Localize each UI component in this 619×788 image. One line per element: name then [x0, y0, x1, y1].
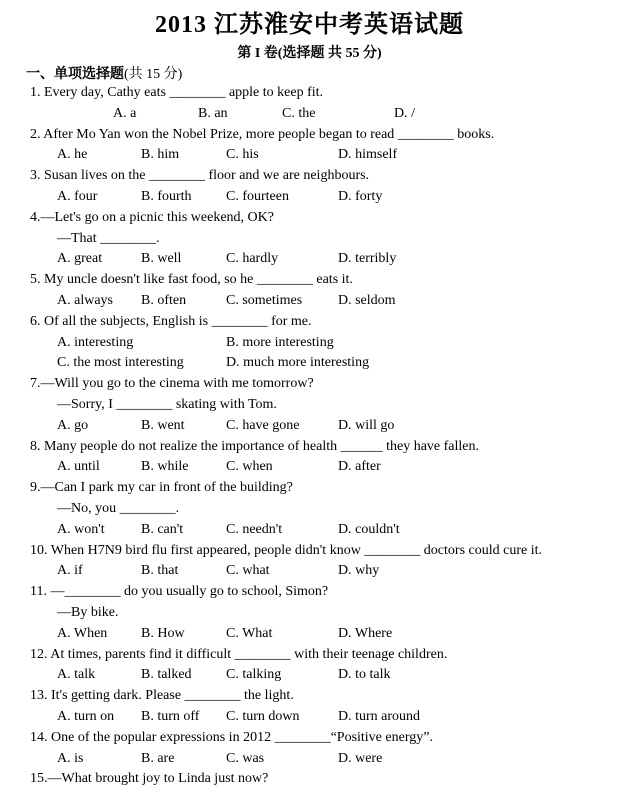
- section-count: (共 15 分): [124, 67, 183, 82]
- question-stem: 1. Every day, Cathy eats ________ apple to keep fit.: [30, 85, 324, 100]
- section-label: 一、单项选择题: [26, 67, 124, 82]
- answer-option: A. a: [113, 105, 137, 121]
- answer-option: B. How: [141, 625, 185, 641]
- answer-option: D. to talk: [338, 667, 391, 683]
- answer-option: C. the most interesting: [57, 355, 184, 371]
- question-stem: 10. When H7N9 bird flu first appeared, people didn't know ________ doctors could cure it.: [30, 542, 542, 558]
- question-dialogue-line: —That ________.: [57, 230, 160, 246]
- answer-option: B. went: [141, 417, 185, 433]
- answer-option: D. were: [338, 750, 383, 766]
- answer-option: A. he: [57, 147, 88, 163]
- answer-option: C. the: [282, 105, 316, 121]
- answer-option: B. him: [141, 147, 180, 163]
- answer-option: C. turn down: [226, 709, 300, 724]
- answer-option: A. talk: [57, 667, 96, 683]
- answer-option: B. more interesting: [226, 334, 334, 350]
- answer-option: D. seldom: [338, 293, 396, 308]
- answer-option: D. turn around: [338, 709, 421, 724]
- answer-option: D. will go: [338, 417, 395, 433]
- answer-option: A. is: [57, 750, 84, 766]
- answer-option: C. sometimes: [226, 293, 303, 308]
- answer-option: A. interesting: [57, 334, 134, 350]
- answer-option: B. well: [141, 251, 182, 267]
- answer-option: D. why: [338, 563, 380, 579]
- answer-option: D. much more interesting: [226, 355, 370, 371]
- question-stem: 3. Susan lives on the ________ floor and we are neighbours.: [30, 168, 370, 184]
- question-stem: 6. Of all the subjects, English is ________ for me.: [30, 313, 312, 329]
- answer-option: C. his: [226, 147, 259, 163]
- answer-option: A. turn on: [57, 709, 115, 724]
- answer-option: D. couldn't: [338, 521, 400, 537]
- answer-option: B. that: [141, 563, 179, 579]
- question-stem: 8. Many people do not realize the importance of health ______ they have fallen.: [30, 438, 480, 454]
- answer-option: A. When: [57, 625, 108, 641]
- question-stem: 12. At times, parents find it difficult ________ with their teenage children.: [30, 646, 448, 662]
- answer-option: D. forty: [338, 189, 383, 204]
- answer-option: A. four: [57, 189, 98, 204]
- answer-option: C. have gone: [226, 417, 300, 433]
- answer-option: B. an: [198, 105, 228, 121]
- answer-option: C. was: [226, 750, 265, 766]
- answer-option: B. are: [141, 750, 175, 766]
- answer-option: D. after: [338, 459, 381, 475]
- answer-option: C. when: [226, 459, 273, 475]
- question-stem: 9.—Can I park my car in front of the building?: [30, 480, 293, 496]
- page-title: 2013 江苏淮安中考英语试题: [155, 12, 464, 38]
- answer-option: B. can't: [141, 521, 184, 537]
- answer-option: C. needn't: [226, 521, 283, 537]
- answer-option: B. while: [141, 459, 189, 475]
- question-dialogue-line: —By bike.: [57, 605, 119, 620]
- question-stem: 5. My uncle doesn't like fast food, so he ________ eats it.: [30, 272, 353, 288]
- question-dialogue-line: —No, you ________.: [57, 501, 180, 516]
- answer-option: A. go: [57, 417, 89, 433]
- question-stem: 13. It's getting dark. Please ________ the light.: [30, 688, 294, 704]
- answer-option: C. talking: [226, 667, 282, 683]
- part-heading: 第 I 卷(选择题 共 55 分): [237, 46, 382, 61]
- answer-option: C. fourteen: [226, 189, 289, 204]
- answer-option: D. Where: [338, 625, 393, 641]
- answer-option: D. terribly: [338, 251, 397, 267]
- answer-option: D. himself: [338, 147, 398, 163]
- section-heading: [26, 63, 182, 83]
- answer-option: C. What: [226, 625, 273, 641]
- question-stem: 7.—Will you go to the cinema with me tomorrow?: [30, 376, 314, 392]
- answer-option: A. great: [57, 251, 103, 267]
- answer-option: C. hardly: [226, 251, 279, 267]
- answer-option: B. fourth: [141, 189, 192, 204]
- answer-option: C. what: [226, 563, 270, 579]
- answer-option: A. until: [57, 459, 100, 475]
- question-stem: 14. One of the popular expressions in 2012 ________“Positive energy”.: [30, 729, 433, 745]
- question-stem: 11. —________ do you usually go to school, Simon?: [30, 584, 329, 600]
- question-stem: 4.—Let's go on a picnic this weekend, OK?: [30, 209, 274, 225]
- question-stem: 2. After Mo Yan won the Nobel Prize, more people began to read ________ books.: [30, 126, 495, 142]
- answer-option: B. often: [141, 293, 187, 308]
- answer-option: B. turn off: [141, 709, 200, 724]
- answer-option: B. talked: [141, 667, 192, 683]
- question-stem: 15.—What brought joy to Linda just now?: [30, 771, 269, 787]
- answer-option: A. if: [57, 563, 83, 579]
- answer-option: A. always: [57, 293, 113, 308]
- question-dialogue-line: —Sorry, I ________ skating with Tom.: [57, 397, 277, 412]
- answer-option: D. /: [394, 105, 415, 121]
- answer-option: A. won't: [57, 521, 105, 537]
